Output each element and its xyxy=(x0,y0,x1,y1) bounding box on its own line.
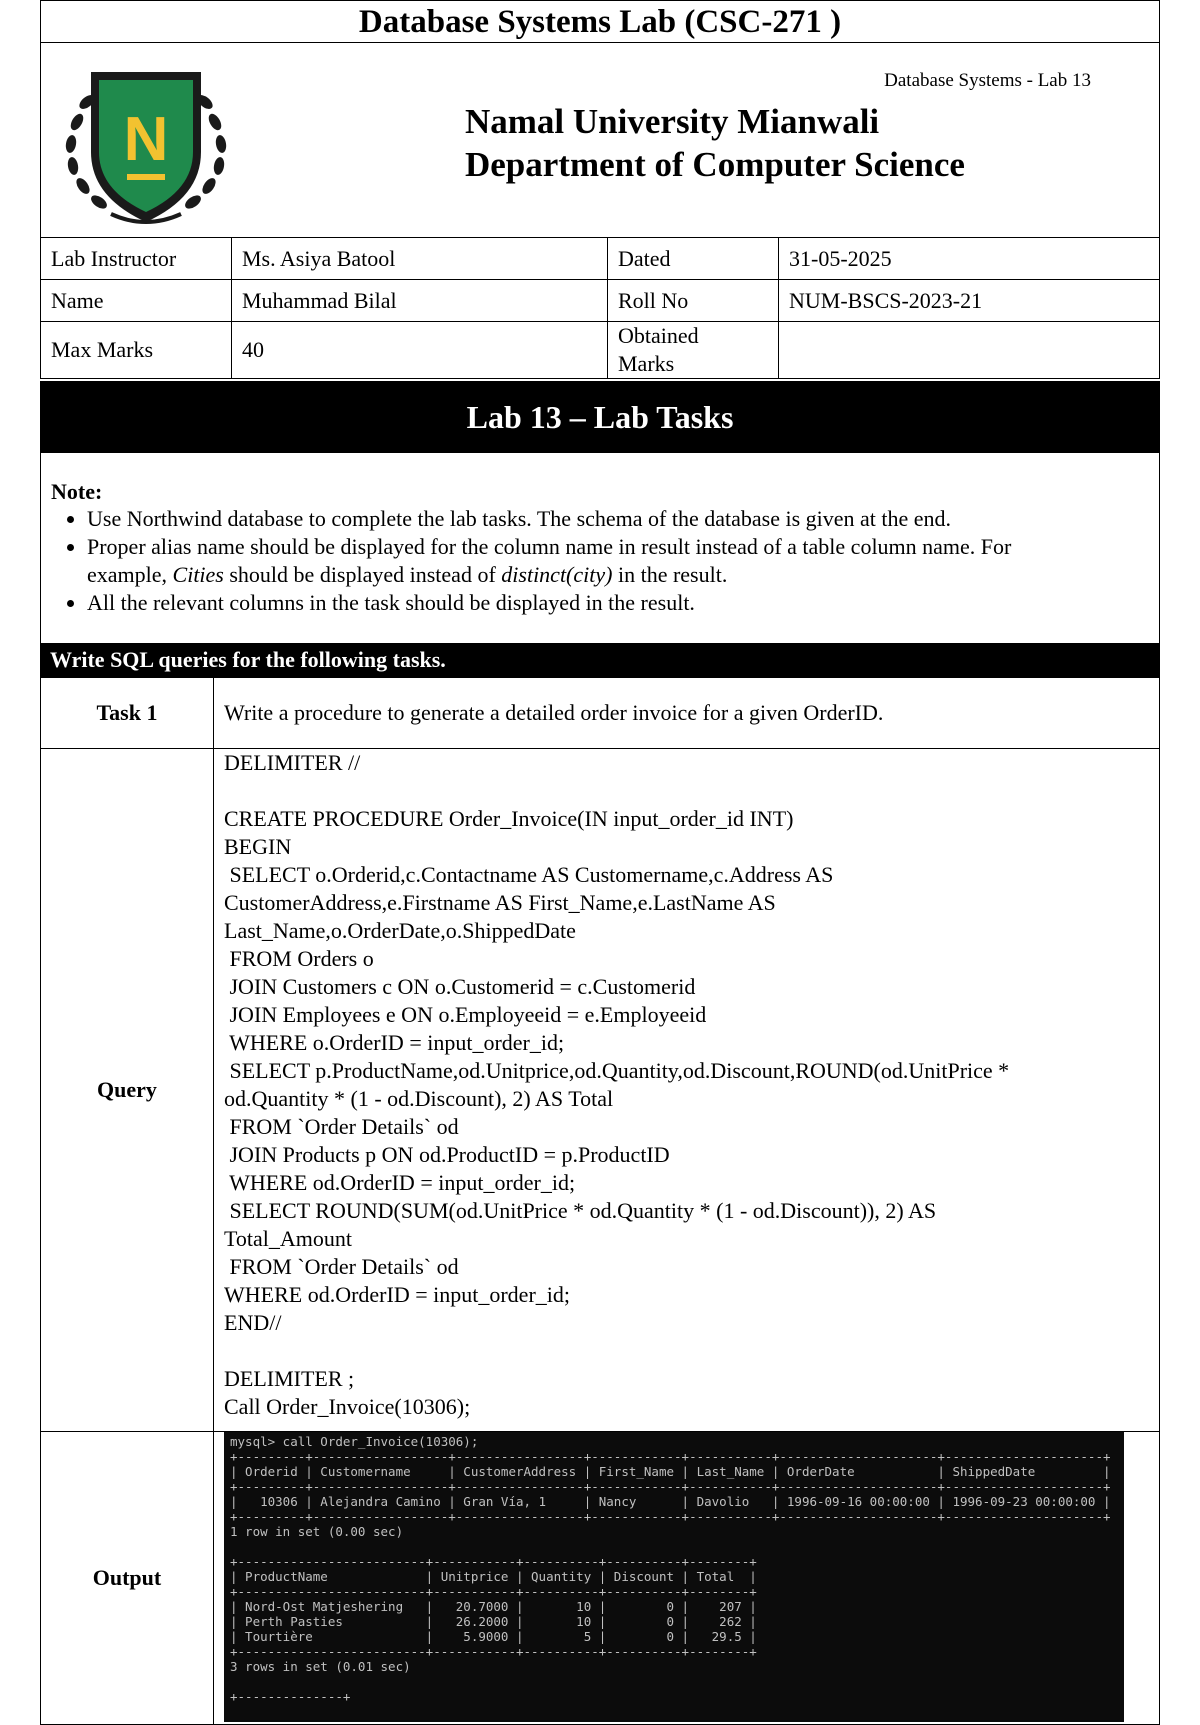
code-line: WHERE o.OrderID = input_order_id; xyxy=(224,1030,565,1055)
terminal-line: | Perth Pasties | 26.2000 | 10 | 0 | 262 | xyxy=(230,1614,757,1629)
code-line: Last_Name,o.OrderDate,o.ShippedDate xyxy=(224,918,576,943)
terminal-line xyxy=(230,1539,1118,1554)
terminal-line: +---------+------------------+-----------------+------------+-----------+---------------------+---------------------+ xyxy=(230,1449,1111,1464)
dated-value: 31-05-2025 xyxy=(779,238,1160,280)
terminal-line: | 10306 | Alejandra Camino | Gran Vía, 1 | Nancy | Davolio | 1996-09-16 00:00:00 | 1996-09-23 00:00:00 | xyxy=(230,1494,1111,1509)
code-line xyxy=(224,1337,1149,1365)
document-title: Database Systems Lab (CSC-271 ) xyxy=(40,0,1160,43)
notes-section xyxy=(40,453,1160,643)
note-item xyxy=(87,533,1149,589)
code-line: WHERE od.OrderID = input_order_id; xyxy=(224,1282,570,1307)
lab-tasks-banner: Lab 13 – Lab Tasks xyxy=(40,381,1160,453)
query-code xyxy=(214,749,1160,1432)
code-line: JOIN Customers c ON o.Customerid = c.Customerid xyxy=(224,974,696,999)
obtained-label-line1: Obtained xyxy=(618,323,699,348)
obtained-marks-label xyxy=(608,322,779,379)
query-label: Query xyxy=(41,749,214,1432)
note-item: • All the relevant columns in the task should be displayed in the result. xyxy=(87,589,1149,617)
header-box xyxy=(40,42,1160,238)
note-emphasis: distinct(city) xyxy=(501,562,613,587)
logo-letter: N xyxy=(123,105,169,174)
code-line: DELIMITER // xyxy=(224,750,361,775)
terminal-line xyxy=(230,1674,1118,1689)
max-marks-label: Max Marks xyxy=(41,322,232,379)
code-line: SELECT ROUND(SUM(od.UnitPrice * od.Quantity * (1 - od.Discount)), 2) AS xyxy=(224,1198,937,1223)
terminal-line: +---------+------------------+-----------------+------------+-----------+---------------------+---------------------+ xyxy=(230,1509,1111,1524)
code-line: SELECT o.Orderid,c.Contactname AS Customername,c.Address AS xyxy=(224,862,834,887)
code-line: FROM `Order Details` od xyxy=(224,1254,459,1279)
code-line: JOIN Products p ON od.ProductID = p.ProductID xyxy=(224,1142,670,1167)
task-description: Write a procedure to generate a detailed order invoice for a given OrderID. xyxy=(214,678,1160,749)
obtained-marks-value xyxy=(779,322,1160,379)
note-text: Proper alias name should be displayed for the column name in result instead of a table column name. For xyxy=(87,534,1012,559)
terminal-line: 3 rows in set (0.01 sec) xyxy=(230,1659,411,1674)
terminal-line: | Orderid | Customername | CustomerAddress | First_Name | Last_Name | OrderDate | ShippedDate | xyxy=(230,1464,1111,1479)
dated-label: Dated xyxy=(608,238,779,280)
note-text: in the result. xyxy=(612,562,728,587)
task-table xyxy=(40,677,1160,1725)
lab-tag: Database Systems - Lab 13 xyxy=(884,70,1091,91)
code-line: DELIMITER ; xyxy=(224,1366,355,1391)
department-name: Department of Computer Science xyxy=(465,145,965,184)
terminal-line: +-------------------------+-----------+----------+----------+--------+ xyxy=(230,1554,757,1569)
code-line: FROM Orders o xyxy=(224,946,374,971)
task-label: Task 1 xyxy=(41,678,214,749)
terminal-screenshot xyxy=(224,1432,1124,1722)
code-line xyxy=(224,777,1149,805)
terminal-line: | ProductName | Unitprice | Quantity | Discount | Total | xyxy=(230,1569,757,1584)
max-marks-value: 40 xyxy=(232,322,608,379)
university-name: Namal University Mianwali xyxy=(465,102,880,141)
note-text: should be displayed instead of xyxy=(223,562,502,587)
note-text: example, xyxy=(87,562,173,587)
note-item: • Use Northwind database to complete the lab tasks. The schema of the database is given at the end. xyxy=(87,505,1149,533)
obtained-label-line2: Marks xyxy=(618,351,675,376)
code-line: END// xyxy=(224,1310,282,1335)
code-line: Total_Amount xyxy=(224,1226,353,1251)
terminal-line: mysql> call Order_Invoice(10306); xyxy=(230,1434,479,1449)
terminal-line: +-------------------------+-----------+----------+----------+--------+ xyxy=(230,1584,757,1599)
code-line: Call Order_Invoice(10306); xyxy=(224,1394,471,1419)
instructor-value: Ms. Asiya Batool xyxy=(232,238,608,280)
name-value: Muhammad Bilal xyxy=(232,280,608,322)
note-emphasis: Cities xyxy=(172,562,224,587)
university-logo xyxy=(51,52,241,232)
code-line: CustomerAddress,e.Firstname AS First_Name,e.LastName AS xyxy=(224,890,776,915)
output-label: Output xyxy=(41,1432,214,1725)
roll-value: NUM-BSCS-2023-21 xyxy=(779,280,1160,322)
note-heading: Note: xyxy=(51,479,103,504)
note-list xyxy=(51,505,1149,617)
code-line: BEGIN xyxy=(224,834,292,859)
terminal-line: +--------------+ xyxy=(230,1689,351,1704)
code-line: WHERE od.OrderID = input_order_id; xyxy=(224,1170,576,1195)
university-heading xyxy=(465,100,965,186)
lab-document xyxy=(40,0,1160,1704)
terminal-line: +-------------------------+-----------+----------+----------+--------+ xyxy=(230,1644,757,1659)
code-line: SELECT p.ProductName,od.Unitprice,od.Quantity,od.Discount,ROUND(od.UnitPrice * xyxy=(224,1058,1010,1083)
terminal-line: +---------+------------------+-----------------+------------+-----------+---------------------+---------------------+ xyxy=(230,1479,1111,1494)
instructor-label: Lab Instructor xyxy=(41,238,232,280)
name-label: Name xyxy=(41,280,232,322)
instructions-strip: Write SQL queries for the following tasks. xyxy=(40,643,1160,677)
terminal-line: | Tourtière | 5.9000 | 5 | 0 | 29.5 | xyxy=(230,1629,757,1644)
terminal-line: | Nord-Ost Matjeshering | 20.7000 | 10 | 0 | 207 | xyxy=(230,1599,757,1614)
code-line: FROM `Order Details` od xyxy=(224,1114,459,1139)
code-line: CREATE PROCEDURE Order_Invoice(IN input_order_id INT) xyxy=(224,806,794,831)
code-line: JOIN Employees e ON o.Employeeid = e.Employeeid xyxy=(224,1002,707,1027)
code-line: od.Quantity * (1 - od.Discount), 2) AS Total xyxy=(224,1086,614,1111)
info-table xyxy=(40,237,1160,379)
roll-label: Roll No xyxy=(608,280,779,322)
output-cell xyxy=(214,1432,1160,1725)
terminal-line: 1 row in set (0.00 sec) xyxy=(230,1524,404,1539)
